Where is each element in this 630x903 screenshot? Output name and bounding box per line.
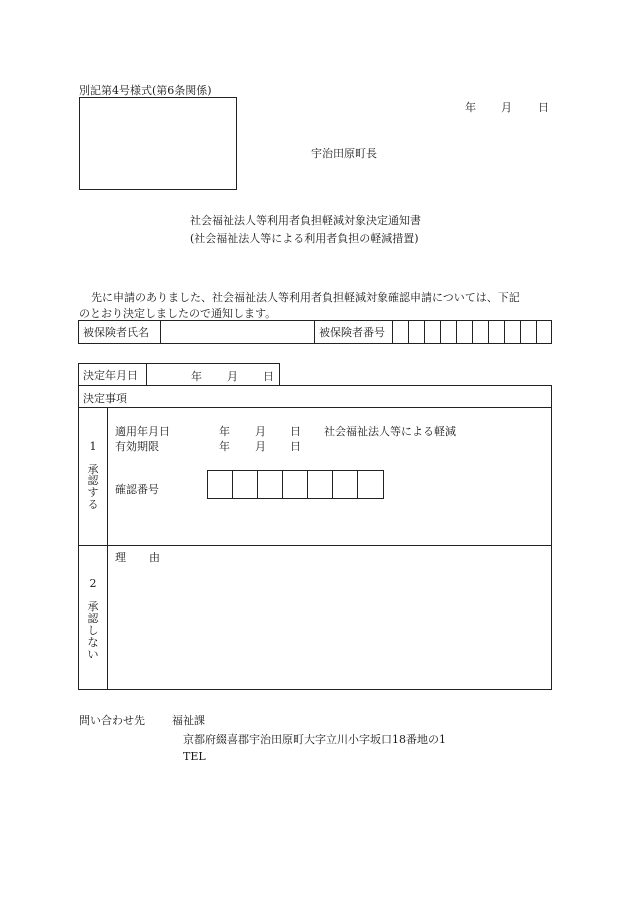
insured-number-label: 被保険者番号 xyxy=(315,321,393,343)
body-line2: のとおり決定しましたので通知します。 xyxy=(79,307,277,320)
reject-char: な xyxy=(87,636,99,649)
decision-date-field[interactable] xyxy=(147,364,279,385)
confirm-number-boxes xyxy=(207,470,384,499)
date-day: 日 xyxy=(538,101,549,114)
reject-char: 承 xyxy=(87,600,99,613)
approve-char: す xyxy=(87,486,99,499)
reason-label-2: 由 xyxy=(149,551,160,564)
insured-number-cell[interactable] xyxy=(521,321,537,343)
confirm-no-label: 確認番号 xyxy=(115,483,159,496)
decision-year: 年 xyxy=(191,370,202,383)
approve-number: 1 xyxy=(89,440,97,453)
stamp-box xyxy=(79,97,237,190)
reduction-text: 社会福祉法人等による軽減 xyxy=(324,425,456,438)
date-month: 月 xyxy=(501,101,512,114)
valid-day: 日 xyxy=(290,440,301,453)
insured-number-cell[interactable] xyxy=(489,321,505,343)
reject-char: 認 xyxy=(87,612,99,625)
valid-year: 年 xyxy=(219,440,230,453)
divider xyxy=(107,407,108,690)
insured-row xyxy=(78,320,552,344)
confirm-number-cell[interactable] xyxy=(358,471,383,498)
insured-number-cell[interactable] xyxy=(425,321,441,343)
insured-number-cell[interactable] xyxy=(393,321,409,343)
title-line1: 社会福祉法人等利用者負担軽減対象決定通知書 xyxy=(190,214,421,227)
contact-address: 京都府綴喜郡宇治田原町大字立川小字坂口18番地の1 xyxy=(183,733,446,746)
divider xyxy=(78,545,552,546)
insured-number-cell[interactable] xyxy=(409,321,425,343)
valid-period-label: 有効期限 xyxy=(115,440,159,453)
reason-label-1: 理 xyxy=(115,551,126,564)
divider xyxy=(78,407,552,408)
insured-name-field[interactable] xyxy=(161,321,315,343)
contact-dept: 福祉課 xyxy=(172,714,205,727)
confirm-number-cell[interactable] xyxy=(333,471,358,498)
valid-month: 月 xyxy=(255,440,266,453)
confirm-number-cell[interactable] xyxy=(258,471,283,498)
insured-number-cell[interactable] xyxy=(457,321,473,343)
reject-char: い xyxy=(87,648,99,661)
decision-month: 月 xyxy=(227,370,238,383)
reject-number: 2 xyxy=(89,577,97,590)
insured-name-label: 被保険者氏名 xyxy=(79,321,161,343)
insured-number-cell[interactable] xyxy=(537,321,551,343)
applied-day: 日 xyxy=(290,425,301,438)
applied-year: 年 xyxy=(219,425,230,438)
decision-day: 日 xyxy=(263,370,274,383)
confirm-number-cell[interactable] xyxy=(283,471,308,498)
approve-char: 認 xyxy=(87,474,99,487)
approve-char: る xyxy=(87,498,99,511)
title-line2: (社会福祉法人等による利用者負担の軽減措置) xyxy=(190,232,419,245)
reject-char: し xyxy=(87,624,99,637)
contact-tel: TEL xyxy=(183,750,206,763)
decision-items-label: 決定事項 xyxy=(83,392,127,405)
approve-char: 承 xyxy=(87,463,99,476)
confirm-number-cell[interactable] xyxy=(308,471,333,498)
applied-date-label: 適用年月日 xyxy=(115,425,170,438)
form-number: 別記第4号様式(第6条関係) xyxy=(79,84,212,97)
insured-number-cell[interactable] xyxy=(473,321,489,343)
decision-date-row xyxy=(78,363,280,385)
body-line1: 先に申請のありました、社会福祉法人等利用者負担軽減対象確認申請については、下記 xyxy=(91,291,520,304)
insured-number-cell[interactable] xyxy=(505,321,521,343)
confirm-number-cell[interactable] xyxy=(208,471,233,498)
issuer: 宇治田原町長 xyxy=(311,147,377,160)
decision-date-label: 決定年月日 xyxy=(79,364,147,385)
date-year: 年 xyxy=(465,101,476,114)
applied-month: 月 xyxy=(255,425,266,438)
insured-number-cell[interactable] xyxy=(441,321,457,343)
contact-label: 問い合わせ先 xyxy=(79,714,145,727)
confirm-number-cell[interactable] xyxy=(233,471,258,498)
